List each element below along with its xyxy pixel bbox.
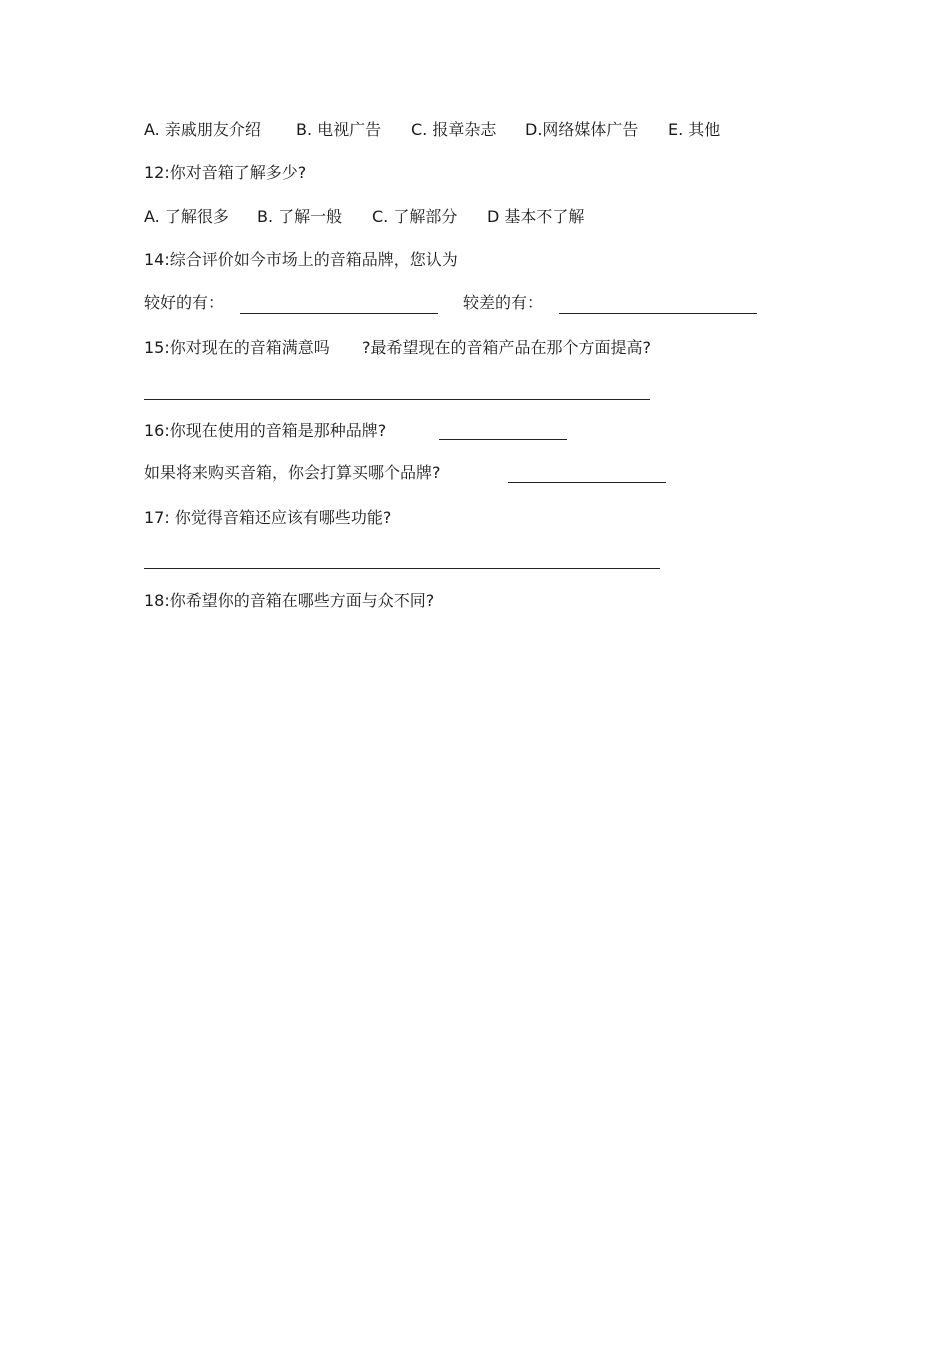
q11-option-d[interactable]: D.网络媒体广告	[525, 120, 639, 139]
q12-option-a[interactable]: A. 了解很多	[144, 207, 229, 226]
q11-option-b[interactable]: B. 电视广告	[296, 120, 382, 139]
q14-bad-label: 较差的有：	[463, 293, 544, 312]
q12-option-d[interactable]: D 基本不了解	[487, 207, 585, 226]
q16-answer-blank[interactable]	[439, 439, 567, 440]
q12-question: 12:你对音箱了解多少?	[144, 163, 307, 182]
q16-followup-answer-blank[interactable]	[508, 482, 666, 483]
q14-bad-answer-blank[interactable]	[559, 313, 757, 314]
q15-question-part1: 15:你对现在的音箱满意吗	[144, 338, 330, 357]
q11-option-e[interactable]: E. 其他	[668, 120, 721, 139]
q17-answer-blank[interactable]	[144, 568, 660, 569]
q18-question: 18:你希望你的音箱在哪些方面与众不同?	[144, 591, 435, 610]
q12-option-b[interactable]: B. 了解一般	[257, 207, 343, 226]
q11-option-a[interactable]: A. 亲戚朋友介绍	[144, 120, 261, 139]
q16-followup-question: 如果将来购买音箱，你会打算买哪个品牌?	[144, 463, 441, 482]
q12-option-c[interactable]: C. 了解部分	[372, 207, 458, 226]
q15-question-part2: ?最希望现在的音箱产品在那个方面提高?	[362, 338, 651, 357]
q14-question: 14:综合评价如今市场上的音箱品牌，您认为	[144, 250, 458, 269]
q14-good-answer-blank[interactable]	[240, 313, 438, 314]
q16-question: 16:你现在使用的音箱是那种品牌?	[144, 421, 387, 440]
q14-good-label: 较好的有：	[144, 293, 225, 312]
q17-question: 17: 你觉得音箱还应该有哪些功能?	[144, 508, 392, 527]
q15-answer-blank[interactable]	[144, 399, 650, 400]
q11-option-c[interactable]: C. 报章杂志	[411, 120, 497, 139]
